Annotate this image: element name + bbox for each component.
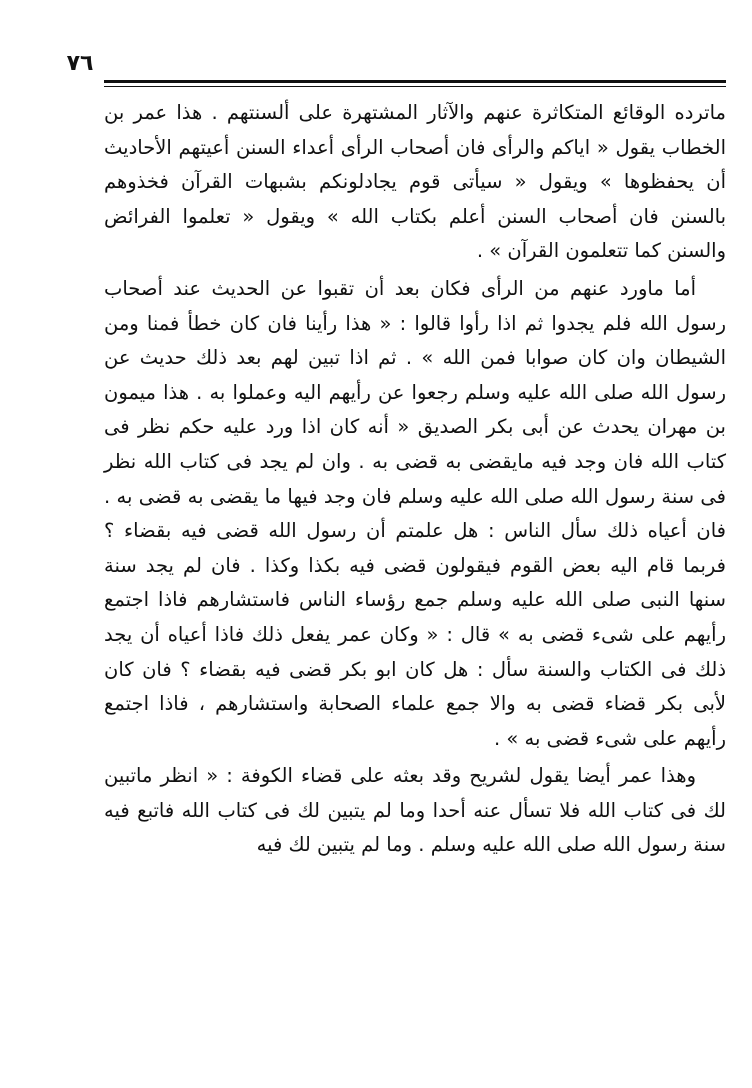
paragraph-2: أما ماورد عنهم من الرأى فكان بعد أن تقبوا عن الحديث عند أصحاب رسول الله فلم يجدوا ثم اذا رأوا قالوا : « هذا رأينا فان كان خطأ فمنا ومن الشيطان وان كان صوابا فمن الله » . ثم اذا تبين لهم بعد ذلك حديث عن رسول الله صلى الله عليه وسلم رجعوا عن رأيهم اليه وعملوا به . هذا ميمون بن مهران يحدث عن أبى بكر الصديق « أنه كان اذا ورد عليه حكم نظر فى كتاب الله فان وجد فيه مايقضى به قضى به . وان لم يجد فى كتاب الله نظر فى سنة رسول الله صلى الله عليه وسلم فان وجد فيها ما يقضى به قضى به . فان أعياه ذلك سأل الناس : هل علمتم أن رسول الله قضى فيه بقضاء ؟ فربما قام اليه بعض القوم فيقولون قضى فيه بكذا وكذا . فان لم يجد سنة سنها النبى صلى الله عليه وسلم جمع رؤساء الناس فاستشارهم فاذا اجتمع رأيهم على شىء قضى به » قال : « وكان عمر يفعل ذلك فاذا أعياه أن يجد ذلك فى الكتاب والسنة سأل : هل كان ابو بكر قضى فيه بقضاء ؟ فان كان لأبى بكر قضاء قضى به والا جمع علماء الصحابة واستشارهم ، فاذا اجتمع رأيهم على شىء قضى به » . <box>104 276 726 750</box>
paragraph-1: ماترده الوقائع المتكاثرة عنهم والآثار المشتهرة على ألسنتهم . هذا عمر بن الخطاب يقول « اياكم والرأى فان أصحاب الرأى أعداء السنن أعيتهم الأحاديث أن يحفظوها » ويقول « سيأتى قوم يجادلونكم بشبهات القرآن فخذوهم بالسنن فان أصحاب السنن أعلم بكتاب الله » ويقول « تعلموا الفرائض والسنن كما تتعلمون القرآن » . <box>104 101 726 263</box>
header-rule <box>104 80 726 83</box>
page-number: ٧٦ <box>66 51 94 76</box>
body-text <box>104 96 726 863</box>
paragraph-3: وهذا عمر أيضا يقول لشريح وقد بعثه على قضاء الكوفة : « انظر ماتبين لك فى كتاب الله فلا تسأل عنه أحدا وما لم يتبين لك فى كتاب الله فاتبع فيه سنة رسول الله صلى الله عليه وسلم . وما لم يتبين لك فيه <box>104 764 726 857</box>
header-rule-thin <box>104 86 726 87</box>
